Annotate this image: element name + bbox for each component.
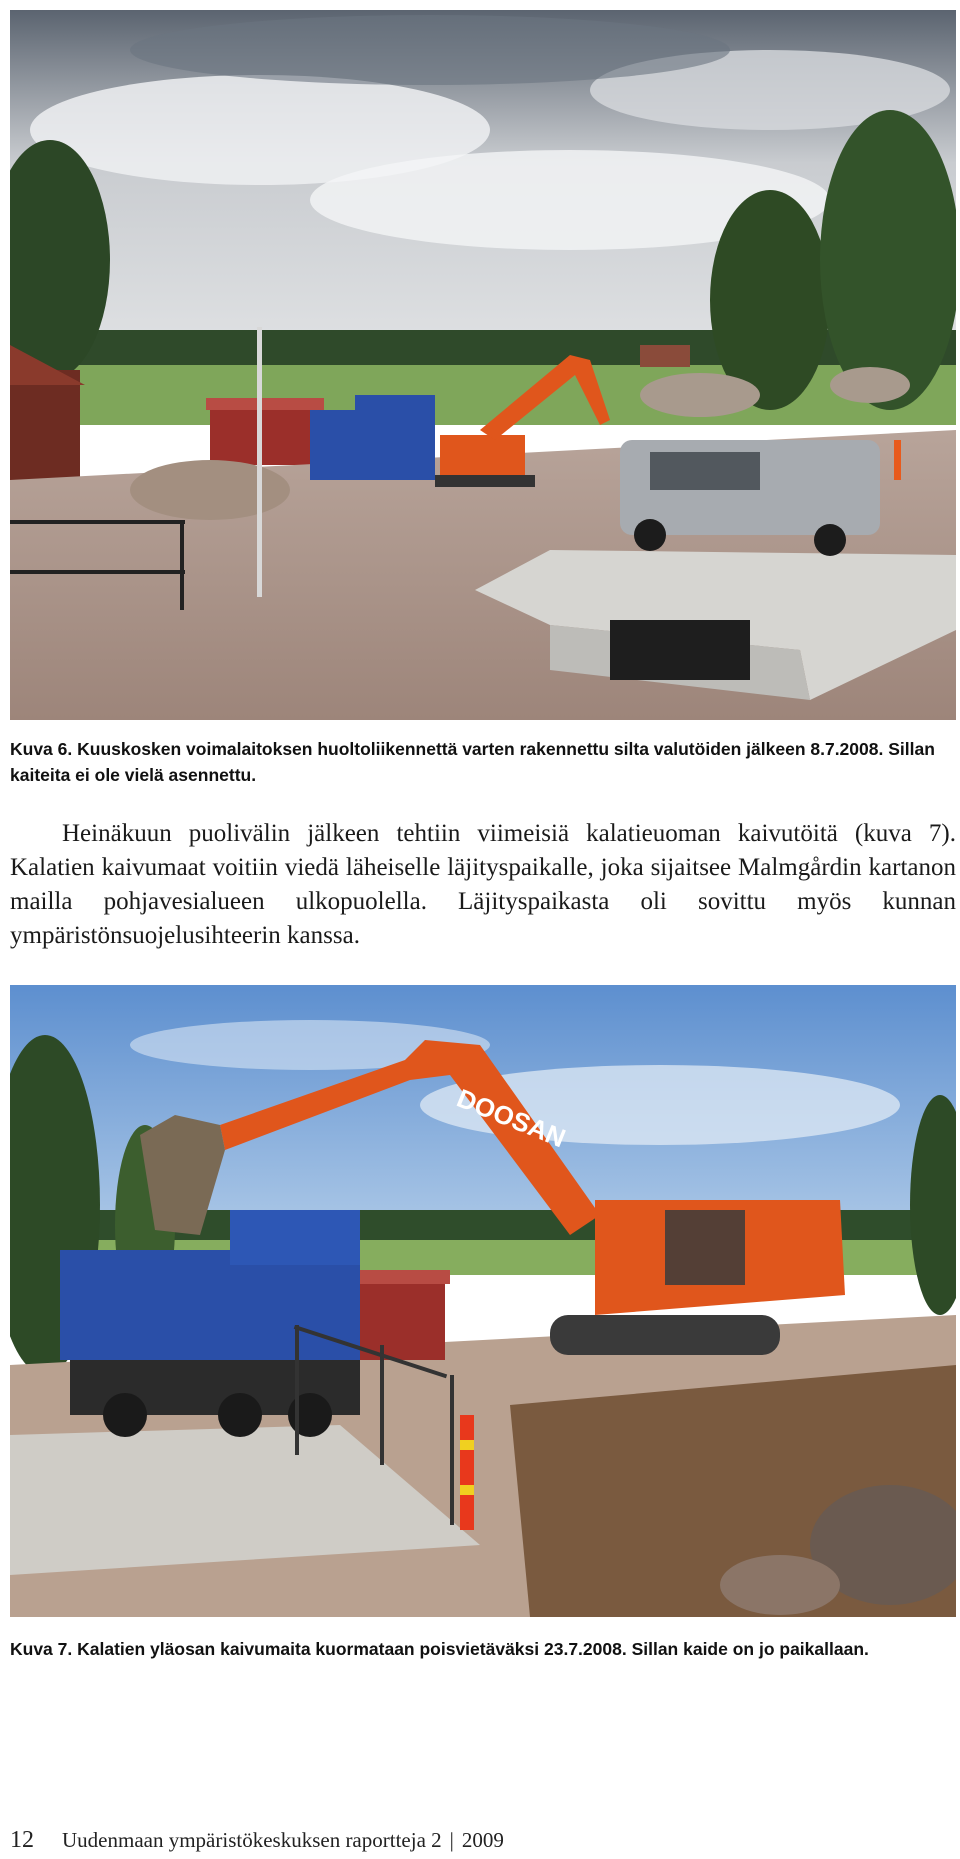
blue-dump-truck — [60, 1250, 360, 1360]
cloud — [130, 15, 730, 85]
excavator-tracks — [550, 1315, 780, 1355]
marker-stripe — [460, 1440, 474, 1450]
marker-post — [460, 1415, 474, 1530]
publication-title: Uudenmaan ympäristökeskuksen raportteja 2 — [62, 1828, 442, 1852]
red-house — [10, 370, 80, 490]
figure-caption-kuva-6: Kuva 6. Kuuskosken voimalaitoksen huoltoliikennettä varten rakennettu silta valutöiden jälkeen 8.7.2008. Sillan kaiteita ei ole vielä asennettu. — [10, 739, 935, 785]
red-shed — [210, 405, 320, 465]
doosan-logo: DOOSAN — [452, 1082, 570, 1154]
van-wheel — [814, 524, 846, 556]
photo-excavator-loading — [10, 985, 956, 1617]
truck-cab — [355, 395, 435, 435]
boulder — [720, 1555, 840, 1615]
rock-pile — [640, 373, 760, 417]
excavator-cab-window — [665, 1210, 745, 1285]
figure-caption-kuva-7: Kuva 7. Kalatien yläosan kaivumaita kuormataan poisvietäväksi 23.7.2008. Sillan kaide on jo paikallaan. — [10, 1639, 869, 1659]
van-windows — [650, 452, 760, 490]
railing — [10, 520, 185, 524]
red-shed — [360, 1280, 445, 1360]
rock-pile — [830, 367, 910, 403]
shed-roof — [355, 1270, 450, 1284]
photo-excavator-illustration — [10, 985, 956, 1617]
rock-pile — [130, 460, 290, 520]
railing-post — [450, 1375, 454, 1525]
marker-stripe — [460, 1485, 474, 1495]
marker-post — [894, 440, 901, 480]
distant-barn — [640, 345, 690, 367]
light-pole — [257, 327, 262, 597]
excavator-body — [440, 435, 525, 480]
railing — [10, 570, 185, 574]
page-footer — [10, 1827, 504, 1853]
railing-post — [180, 520, 184, 610]
railing-post — [295, 1325, 299, 1455]
excavator-tracks — [435, 475, 535, 487]
shed-roof — [206, 398, 324, 410]
truck-wheel — [218, 1393, 262, 1437]
tree — [820, 110, 956, 410]
photo-bridge-construction — [10, 10, 956, 720]
body-paragraph: Heinäkuun puolivälin jälkeen tehtiin viimeisiä kalatieuoman kaivutöitä (kuva 7). Kalatien kaivumaat voitiin viedä läheiselle läjityspaikalle, joka sijaitsee Malmgårdin kartanon mailla pohjavesialueen ulkopuolella. Läjityspaikasta oli sovittu myös kunnan ympäristönsuojelusihteerin kanssa. — [10, 820, 956, 949]
page-number: 12 — [10, 1827, 34, 1853]
bridge-opening — [610, 620, 750, 680]
van-wheel — [634, 519, 666, 551]
truck-cab — [230, 1210, 360, 1265]
publication-year: 2009 — [461, 1828, 504, 1852]
truck-wheel — [103, 1393, 147, 1437]
railing-post — [380, 1345, 384, 1465]
truck-wheel — [288, 1393, 332, 1437]
photo-bridge-illustration — [10, 10, 956, 720]
footer-separator: | — [449, 1828, 454, 1852]
